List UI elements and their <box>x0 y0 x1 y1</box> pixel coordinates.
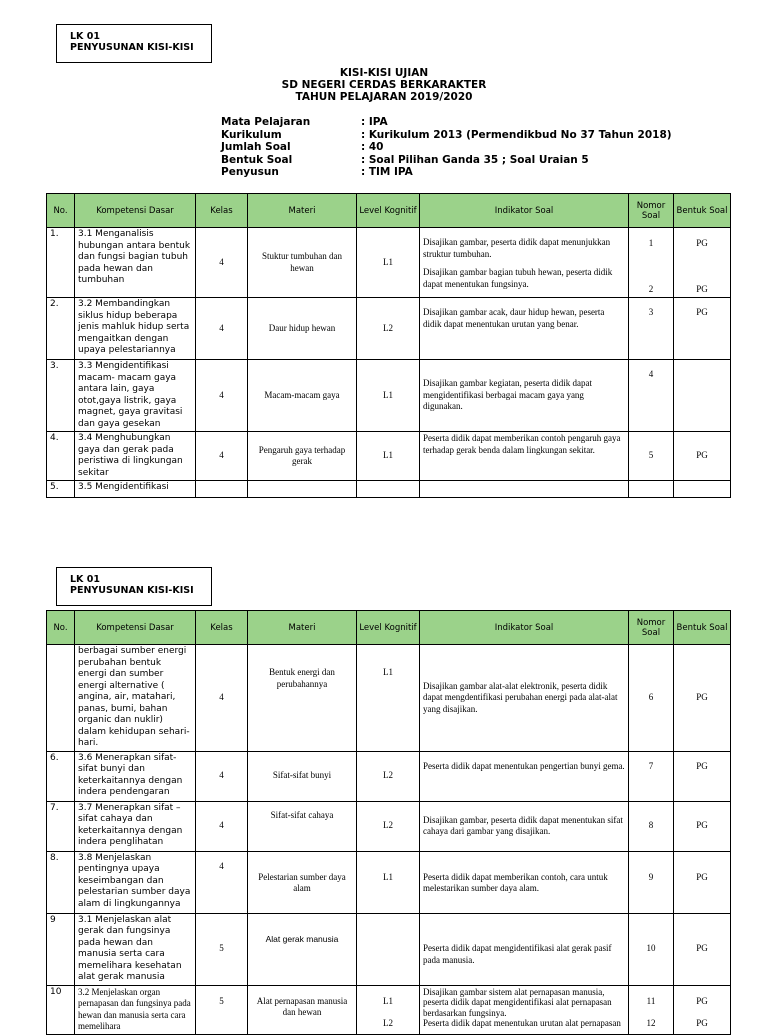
bentuk-item-2: PG <box>696 284 708 294</box>
cell-bentuk: PG <box>674 801 731 851</box>
cell-kelas: 4 <box>196 801 248 851</box>
header-kompetensi-dasar: Kompetensi Dasar <box>75 194 196 228</box>
cell-indikator: Disajikan gambar kegiatan, peserta didik dapat mengidentifikasi berbagai macam gaya yang digunakan. <box>420 360 629 432</box>
cell-no <box>47 645 75 752</box>
level-item-1: L1 <box>383 995 393 1006</box>
cell-nomor <box>629 481 674 498</box>
cell-nomor <box>629 228 674 298</box>
cell-kompetensi-dasar: 3.5 Mengidentifikasi <box>75 481 196 498</box>
table-header-row <box>47 611 731 645</box>
header-bentuk-soal: Bentuk Soal <box>674 611 731 645</box>
table-row <box>47 298 731 360</box>
cell-nomor <box>629 985 674 1034</box>
meta-row-curriculum <box>221 129 672 142</box>
cell-kompetensi-dasar: 3.8 Menjelaskan pentingnya upaya keseimbangan dan pelestarian sumber daya alam di lingkungannya <box>75 851 196 913</box>
cell-level: L1 <box>357 645 420 752</box>
cell-no: 5. <box>47 481 75 498</box>
cell-level: L1 <box>357 851 420 913</box>
table-row <box>47 228 731 298</box>
cell-bentuk: PG <box>674 432 731 481</box>
cell-nomor: 7 <box>629 751 674 801</box>
cell-level <box>357 481 420 498</box>
header-nomor-soal: Nomor Soal <box>629 194 674 228</box>
cell-level: L2 <box>357 298 420 360</box>
cell-no: 4. <box>47 432 75 481</box>
cell-materi: Alat pernapasan manusia dan hewan <box>248 985 357 1034</box>
lk-label-box-page-2 <box>56 567 212 606</box>
exam-metadata <box>221 116 672 179</box>
cell-kelas: 5 <box>196 913 248 985</box>
meta-label: Penyusun <box>221 166 279 178</box>
cell-bentuk: PG <box>674 298 731 360</box>
nomor-item-2: 2 <box>648 284 654 294</box>
cell-level: L1 <box>357 360 420 432</box>
cell-no: 9 <box>47 913 75 985</box>
cell-indikator <box>420 228 629 298</box>
level-item-2: L2 <box>383 1017 393 1028</box>
cell-kompetensi-dasar: 3.6 Menerapkan sifat-sifat bunyi dan keterkaitannya dengan indera pendengaran <box>75 751 196 801</box>
cell-kelas: 4 <box>196 751 248 801</box>
cell-indikator: Peserta didik dapat memberikan contoh pengaruh gaya terhadap gerak benda dalam lingkungan sekitar. <box>420 432 629 481</box>
meta-label: Jumlah Soal <box>221 141 291 153</box>
header-indikator-soal: Indikator Soal <box>420 194 629 228</box>
cell-indikator: Peserta didik dapat memberikan contoh, cara untuk melestarikan sumber daya alam. <box>420 851 629 913</box>
cell-kelas: 4 <box>196 360 248 432</box>
cell-kompetensi-dasar: berbagai sumber energi perubahan bentuk energi dan sumber energi alternative ( angina, air, matahari, panas, bumi, bahan organic dan nuklir) dalam kehidupan sehari-hari. <box>75 645 196 752</box>
table-row <box>47 751 731 801</box>
nomor-item-1: 1 <box>648 238 654 248</box>
kisi-table-page-2 <box>46 610 731 1035</box>
cell-level: L1 <box>357 432 420 481</box>
cell-nomor: 4 <box>629 360 674 432</box>
header-indikator-soal: Indikator Soal <box>420 611 629 645</box>
meta-value: : 40 <box>361 141 384 153</box>
cell-level: L2 <box>357 751 420 801</box>
cell-indikator <box>420 481 629 498</box>
cell-indikator: Disajikan gambar alat-alat elektronik, peserta didik dapat mengdentifikasi perubahan energi pada alat-alat yang disajikan. <box>420 645 629 752</box>
header-kelas: Kelas <box>196 611 248 645</box>
table-row <box>47 801 731 851</box>
cell-indikator: Peserta didik dapat mengidentifikasi alat gerak pasif pada manusia. <box>420 913 629 985</box>
cell-kompetensi-dasar: 3.2 Menjelaskan organ pernapasan dan fungsinya pada hewan dan manusia serta cara memelihara <box>75 985 196 1034</box>
indikator-item-1: Disajikan gambar sistem alat pernapasan manusia, peserta didik dapat mengidentifikasi alat pernapasan berdasarkan fungsinya. <box>423 986 612 1018</box>
cell-kelas: 4 <box>196 645 248 752</box>
meta-value: : Kurikulum 2013 (Permendikbud No 37 Tahun 2018) <box>361 128 672 141</box>
cell-kelas: 5 <box>196 985 248 1034</box>
lk-title: PENYUSUNAN KISI-KISI <box>70 42 194 53</box>
table-header-row <box>47 194 731 228</box>
meta-value: : Soal Pilihan Ganda 35 ; Soal Uraian 5 <box>361 153 589 166</box>
cell-level <box>357 913 420 985</box>
meta-label: Mata Pelajaran <box>221 116 311 128</box>
cell-nomor: 3 <box>629 298 674 360</box>
table-row <box>47 645 731 752</box>
cell-indikator: Disajikan gambar, peserta didik dapat menentukan sifat cahaya dari gambar yang disajikan. <box>420 801 629 851</box>
cell-materi: Sifat-sifat cahaya <box>248 801 357 851</box>
meta-label: Bentuk Soal <box>221 153 293 166</box>
cell-bentuk: PG <box>674 751 731 801</box>
header-level-kognitif: Level Kognitif <box>357 611 420 645</box>
cell-indikator: Peserta didik dapat menentukan pengertian bunyi gema. <box>420 751 629 801</box>
lk-number: LK 01 <box>70 31 100 42</box>
cell-level <box>357 985 420 1034</box>
kisi-table-page-1 <box>46 193 731 498</box>
nomor-item-1: 11 <box>646 995 656 1006</box>
meta-value: : IPA <box>361 116 388 128</box>
cell-indikator: Disajikan gambar acak, daur hidup hewan, peserta didik dapat menentukan urutan yang benar. <box>420 298 629 360</box>
cell-materi: Pelestarian sumber daya alam <box>248 851 357 913</box>
indikator-item-1: Disajikan gambar, peserta didik dapat menunjukkan struktur tumbuhan. <box>423 237 611 259</box>
meta-row-question-count <box>221 141 672 154</box>
cell-no: 7. <box>47 801 75 851</box>
header-no: No. <box>47 194 75 228</box>
cell-indikator <box>420 985 629 1034</box>
cell-materi: Macam-macam gaya <box>248 360 357 432</box>
cell-materi: Alat gerak manusia <box>248 913 357 985</box>
cell-materi: Bentuk energi dan perubahannya <box>248 645 357 752</box>
cell-nomor: 9 <box>629 851 674 913</box>
cell-no: 2. <box>47 298 75 360</box>
cell-level: L2 <box>357 801 420 851</box>
cell-kompetensi-dasar: 3.7 Menerapkan sifat – sifat cahaya dan keterkaitannya dengan indera penglihatan <box>75 801 196 851</box>
bentuk-item-1: PG <box>696 238 708 248</box>
cell-no: 3. <box>47 360 75 432</box>
cell-bentuk: PG <box>674 851 731 913</box>
meta-row-question-type <box>221 154 672 167</box>
cell-kompetensi-dasar: 3.1 Menganalisis hubungan antara bentuk dan fungsi bagian tubuh pada hewan dan tumbuhan <box>75 228 196 298</box>
header-materi: Materi <box>248 194 357 228</box>
meta-row-subject <box>221 116 672 129</box>
cell-kelas: 4 <box>196 851 248 913</box>
header-kelas: Kelas <box>196 194 248 228</box>
cell-kompetensi-dasar: 3.4 Menghubungkan gaya dan gerak pada peristiwa di lingkungan sekitar <box>75 432 196 481</box>
cell-bentuk <box>674 228 731 298</box>
cell-kelas: 4 <box>196 432 248 481</box>
cell-nomor: 5 <box>629 432 674 481</box>
table-row <box>47 985 731 1034</box>
nomor-item-2: 12 <box>646 1017 656 1028</box>
table-row <box>47 481 731 498</box>
header-bentuk-soal: Bentuk Soal <box>674 194 731 228</box>
cell-no: 6. <box>47 751 75 801</box>
table-row <box>47 360 731 432</box>
table-row <box>47 432 731 481</box>
cell-no: 10 <box>47 985 75 1034</box>
cell-materi: Pengaruh gaya terhadap gerak <box>248 432 357 481</box>
cell-materi <box>248 481 357 498</box>
cell-bentuk <box>674 985 731 1034</box>
cell-level: L1 <box>357 228 420 298</box>
header-level-kognitif: Level Kognitif <box>357 194 420 228</box>
cell-bentuk: PG <box>674 645 731 752</box>
bentuk-item-2: PG <box>696 1017 708 1028</box>
indikator-item-2: Disajikan gambar bagian tubuh hewan, peserta didik dapat menentukan fungsinya. <box>423 267 613 289</box>
header-kompetensi-dasar: Kompetensi Dasar <box>75 611 196 645</box>
lk-number: LK 01 <box>70 574 100 585</box>
header-no: No. <box>47 611 75 645</box>
lk-title: PENYUSUNAN KISI-KISI <box>70 585 194 596</box>
cell-kelas: 4 <box>196 298 248 360</box>
indikator-item-2: Peserta didik dapat menentukan urutan alat pernapasan <box>423 1018 621 1028</box>
cell-materi: Stuktur tumbuhan dan hewan <box>248 228 357 298</box>
cell-materi: Daur hidup hewan <box>248 298 357 360</box>
header-materi: Materi <box>248 611 357 645</box>
lk-label-box <box>56 24 212 63</box>
cell-nomor: 6 <box>629 645 674 752</box>
document-titles <box>0 67 768 103</box>
bentuk-item-1: PG <box>696 995 708 1006</box>
title-line-1: KISI-KISI UJIAN <box>339 67 429 79</box>
cell-nomor: 8 <box>629 801 674 851</box>
cell-kelas: 4 <box>196 228 248 298</box>
cell-bentuk <box>674 481 731 498</box>
table-row <box>47 851 731 913</box>
cell-materi: Sifat-sifat bunyi <box>248 751 357 801</box>
cell-kompetensi-dasar: 3.3 Mengidentifikasi macam- macam gaya antara lain, gaya otot,gaya listrik, gaya magnet, gaya gravitasi dan gaya gesekan <box>75 360 196 432</box>
meta-row-author <box>221 166 672 179</box>
table-row <box>47 913 731 985</box>
meta-value: : TIM IPA <box>361 166 413 178</box>
cell-kompetensi-dasar: 3.1 Menjelaskan alat gerak dan fungsinya pada hewan dan manusia serta cara memelihara kesehatan alat gerak manusia <box>75 913 196 985</box>
meta-label: Kurikulum <box>221 128 282 141</box>
cell-nomor: 10 <box>629 913 674 985</box>
cell-no: 1. <box>47 228 75 298</box>
cell-kelas <box>196 481 248 498</box>
title-line-2: SD NEGERI CERDAS BERKARAKTER <box>281 79 487 91</box>
title-line-3: TAHUN PELAJARAN 2019/2020 <box>295 91 473 103</box>
cell-bentuk <box>674 360 731 432</box>
cell-no: 8. <box>47 851 75 913</box>
header-nomor-soal: Nomor Soal <box>629 611 674 645</box>
cell-bentuk: PG <box>674 913 731 985</box>
cell-kompetensi-dasar: 3.2 Membandingkan siklus hidup beberapa jenis mahluk hidup serta mengaitkan dengan upaya pelestariannya <box>75 298 196 360</box>
